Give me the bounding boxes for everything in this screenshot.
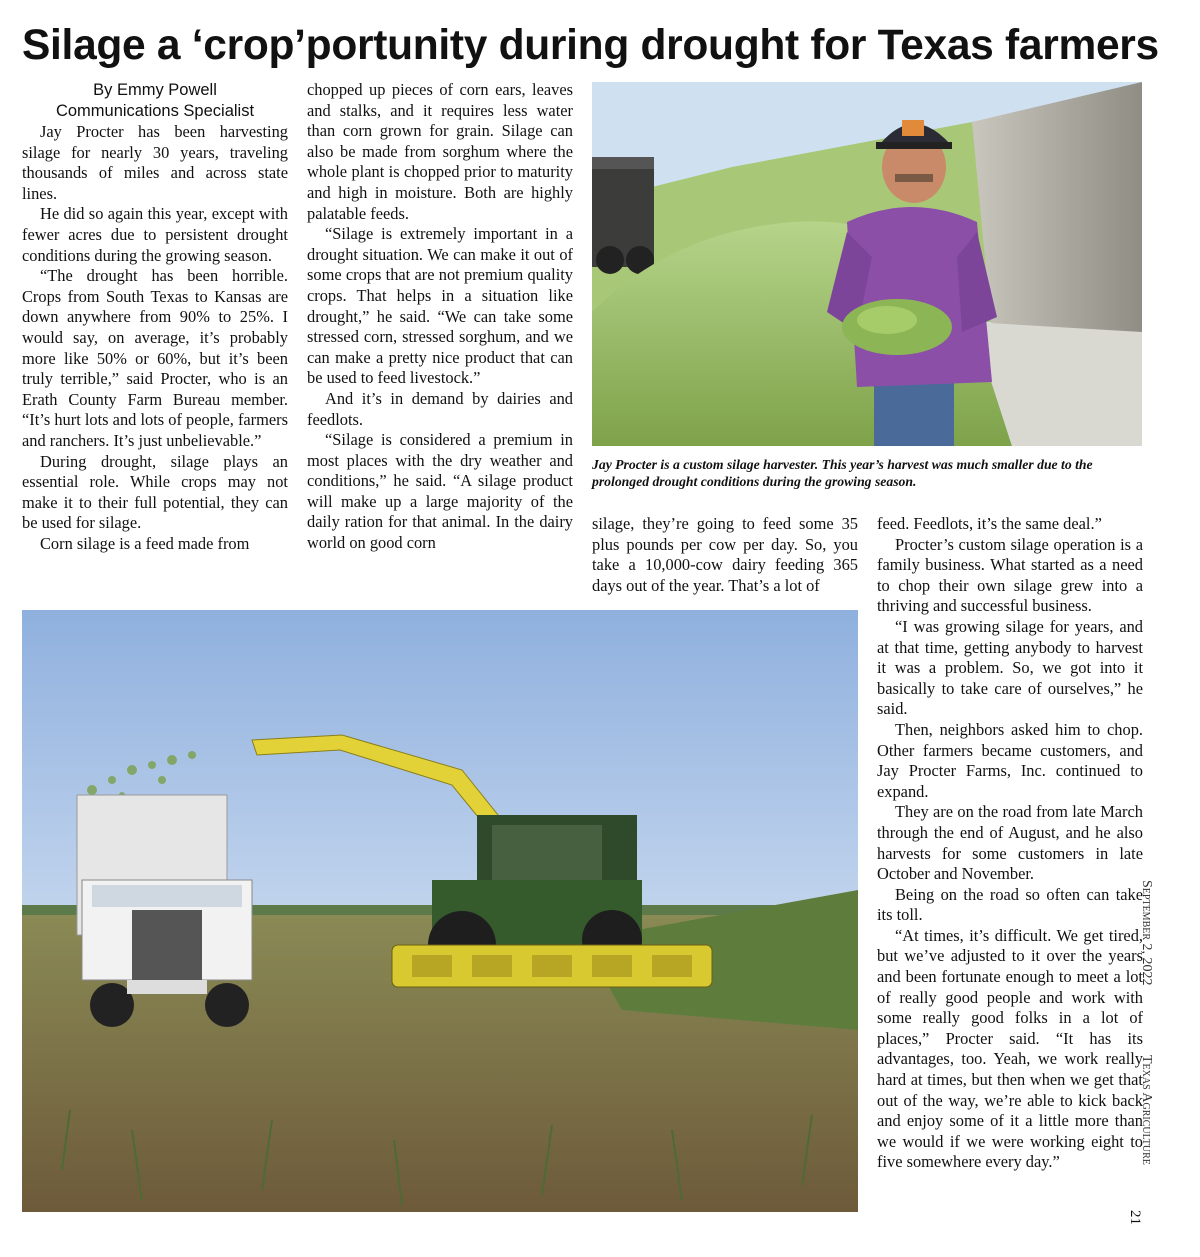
paragraph: They are on the road from late March through the end of August, and he also harvests for some customers in late October and November. bbox=[877, 802, 1143, 884]
paragraph: feed. Feedlots, it’s the same deal.” bbox=[877, 514, 1102, 533]
article-column-4 bbox=[877, 514, 1143, 1173]
paragraph: Corn silage is a feed made from bbox=[40, 533, 250, 553]
folio-date: September 2, 2022 bbox=[1139, 880, 1154, 986]
silage-truck bbox=[77, 795, 252, 1027]
article-column-3 bbox=[592, 514, 858, 596]
paragraph: And it’s in demand by dairies and feedlots. bbox=[307, 388, 573, 429]
paragraph: Procter’s custom silage operation is a family business. What started as a need to chop their own silage grew into a thriving and successful business. bbox=[877, 534, 1143, 616]
folio bbox=[1130, 880, 1170, 1180]
byline-role: Communications Specialist bbox=[55, 102, 255, 120]
paragraph: Being on the road so often can take its toll. bbox=[877, 884, 1143, 925]
folio-publication: Texas Agriculture bbox=[1139, 1055, 1154, 1165]
paragraph: He did so again this year, except with fewer acres due to persistent drought conditions during the growing season. bbox=[22, 204, 288, 265]
paragraph: “Silage is extremely important in a drought situation. We can make it out of some crops that are not premium quality crops. That helps in a situation like drought,” he said. “We can take some stressed corn, stressed sorghum, and we can make a pretty nice product that can be used to feed livestock.” bbox=[307, 224, 573, 388]
paragraph: “At times, it’s difficult. We get tired, but we’ve adjusted to it over the years and been fortunate enough to meet a lot of really good people and work with some really good folks in a lot of places,” Procter said. “It has its advantages, too. Yeah, we work really hard at times, but then when we get that out of the way, we’re able to kick back and enjoy some of it a little more than we would if we were working eight to five somewhere every day.” bbox=[877, 925, 1143, 1172]
byline-author: By Emmy Powell bbox=[93, 81, 217, 99]
farmer-photo bbox=[592, 82, 1142, 446]
paragraph: “Silage is considered a premium in most places with the dry weather and conditions,” he said. “A silage product will make up a large majority of the daily ration for that animal. In the dairy world on good corn bbox=[307, 430, 573, 553]
article-column-2 bbox=[307, 80, 573, 554]
article-column-1 bbox=[22, 122, 288, 554]
paragraph: “I was growing silage for years, and at that time, getting anybody to harvest it was a problem. So, we got into it basically to take care of ourselves,” he said. bbox=[877, 616, 1143, 719]
paragraph: Then, neighbors asked him to chop. Other farmers became customers, and Jay Procter Farms, Inc. continued to expand. bbox=[877, 719, 1143, 801]
paragraph: During drought, silage plays an essential role. While crops may not make it to their full potential, they can be used for silage. bbox=[22, 451, 288, 533]
headline: Silage a ‘crop’portunity during drought for Texas farmers bbox=[22, 22, 1159, 69]
paragraph: chopped up pieces of corn ears, leaves and stalks, and it requires less water than corn grown for grain. Silage can also be made from sorghum where the whole plant is chopped prior to maturity and high in moisture. Both are highly palatable feeds. bbox=[307, 80, 573, 223]
paragraph: “The drought has been horrible. Crops from South Texas to Kansas are down anywhere from 90% to 25%. I would say, on average, it’s probably more like 50% or 60%, but it’s been truly terrible,” said Procter, who is an Erath County Farm Bureau member. “It’s hurt lots and lots of people, farmers and ranchers. It’s just unbelievable.” bbox=[22, 266, 288, 450]
paragraph: Jay Procter has been harvesting silage for nearly 30 years, traveling thousands of miles and across state lines. bbox=[22, 122, 288, 203]
page-number: 21 bbox=[1127, 1210, 1143, 1225]
paragraph: silage, they’re going to feed some 35 plus pounds per cow per day. So, you take a 10,000-cow dairy feeding 365 days out of the year. That’s a lot of bbox=[592, 514, 858, 595]
harvest-photo bbox=[22, 610, 858, 1212]
photo-caption: Jay Procter is a custom silage harvester. This year’s harvest was much smaller due to the prolonged drought conditions during the growing season. bbox=[592, 457, 1093, 489]
